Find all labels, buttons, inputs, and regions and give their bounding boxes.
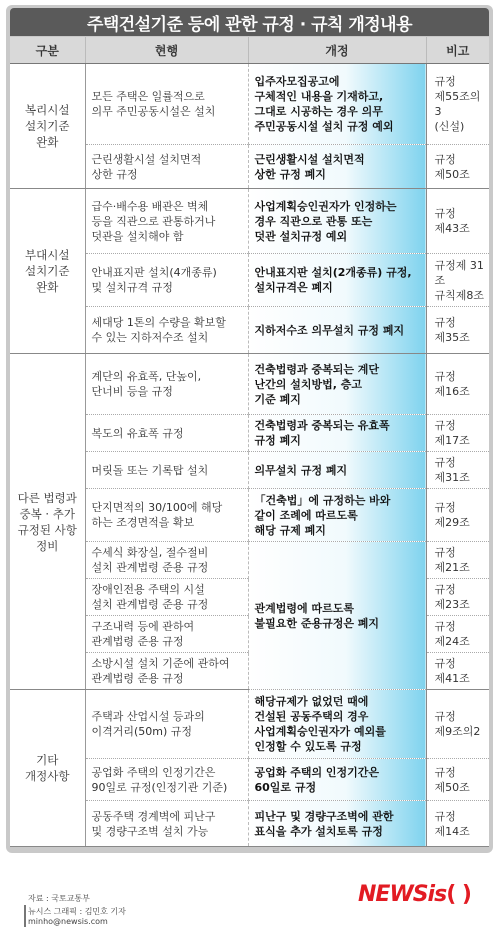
- category-line: 기타: [36, 753, 59, 768]
- note-line: 규정: [434, 316, 456, 330]
- footer-divider: [24, 905, 26, 927]
- current-line: 머릿돌 또는 기록탑 설치: [91, 463, 209, 477]
- revised-line: 불필요한 준용규정은 폐지: [254, 616, 380, 630]
- current-cell: [85, 801, 248, 847]
- current-line: 주택과 산업시설 등과의: [91, 710, 205, 724]
- revised-line: 건설된 공동주택의 경우: [254, 710, 369, 724]
- current-cell: [85, 188, 248, 254]
- revised-line: 피난구 및 경량구조벽에 관한: [254, 809, 394, 823]
- category-line: 개정사항: [25, 769, 70, 784]
- note-cell: [426, 254, 489, 307]
- revised-cell: [248, 415, 426, 452]
- note-line: 제43조: [434, 222, 470, 236]
- current-line: 수 있는 지하저수조 설치: [91, 331, 209, 345]
- category-cell: [10, 188, 85, 353]
- note-line: 규정: [434, 809, 456, 823]
- current-cell: [85, 353, 248, 414]
- category-line: 설치기준: [25, 118, 70, 133]
- current-line: 세대당 1톤의 수량을 확보할: [91, 316, 226, 330]
- note-line: 규칙제8조: [434, 288, 485, 302]
- note-cell: [426, 307, 489, 354]
- table-row: [10, 353, 489, 414]
- note-line: 규정: [434, 710, 456, 724]
- note-line: 제50조: [434, 167, 470, 181]
- note-line: 규정: [434, 419, 456, 433]
- revised-cell: [248, 452, 426, 489]
- category-line: 규정된 사항: [17, 522, 77, 537]
- note-cell: [426, 145, 489, 188]
- revised-line: 덧관 설치규정 예외: [254, 229, 348, 243]
- revised-cell: [248, 64, 426, 145]
- category-line: 설치기준: [25, 263, 70, 278]
- current-line: 공동주택 경계벽에 피난구: [91, 809, 216, 823]
- note-line: 규정: [434, 370, 456, 384]
- note-line: 제9조의2: [434, 725, 481, 739]
- current-line: 구조내력 등에 관하여: [91, 620, 195, 634]
- note-cell: [426, 353, 489, 414]
- category-line: 부대시설: [25, 247, 70, 262]
- regulation-table-container: [10, 37, 489, 847]
- current-line: 상한 규정: [91, 167, 138, 181]
- current-cell: [85, 542, 248, 579]
- current-line: 및 경량구조벽 설치 가능: [91, 824, 209, 838]
- revised-line: 건축법령과 중복되는 유효폭: [254, 419, 390, 433]
- revised-line: 같이 조례에 따르도록: [254, 508, 358, 522]
- revised-line: 건축법령과 중복되는 계단: [254, 362, 380, 376]
- newsis-logo: [358, 882, 471, 907]
- note-line: 규정: [434, 657, 456, 671]
- revised-line: 의무설치 규정 폐지: [254, 463, 348, 477]
- current-cell: [85, 64, 248, 145]
- note-line: 제29조: [434, 516, 470, 530]
- note-line: 제21조: [434, 561, 470, 575]
- revised-line: 근린생활시설 설치면적: [254, 152, 365, 166]
- header-note: 비고: [426, 37, 489, 64]
- note-line: 규정: [434, 207, 456, 221]
- revised-line: 경우 직관으로 관통 또는: [254, 214, 373, 228]
- note-line: 규정: [434, 456, 456, 470]
- current-cell: [85, 307, 248, 354]
- note-line: 제17조: [434, 434, 470, 448]
- revised-cell: [248, 489, 426, 542]
- note-cell: [426, 415, 489, 452]
- note-line: 제41조: [434, 672, 470, 686]
- revised-cell: [248, 690, 426, 759]
- note-cell: [426, 452, 489, 489]
- revised-line: 인정할 수 있도록 규정: [254, 740, 362, 754]
- note-line: 제55조의3: [434, 90, 481, 119]
- current-cell: [85, 579, 248, 616]
- category-line: 중복 · 추가: [19, 506, 75, 521]
- revised-line: 난간의 설치방법, 층고: [254, 377, 362, 391]
- current-line: 안내표지판 설치(4개종류): [91, 266, 217, 280]
- footer-graphic-credit: 뉴시스 그래픽 : 김민호 기자: [28, 907, 126, 916]
- revised-cell: [248, 759, 426, 801]
- regulation-table: [10, 37, 489, 847]
- note-line: 규정: [434, 546, 456, 560]
- current-cell: [85, 145, 248, 188]
- note-cell: [426, 579, 489, 616]
- note-line: 규정: [434, 501, 456, 515]
- revised-cell: [248, 542, 426, 690]
- category-line: 정비: [36, 538, 59, 553]
- current-cell: [85, 254, 248, 307]
- current-line: 계단의 유효폭, 단높이,: [91, 370, 202, 384]
- revised-line: 해당 규제 폐지: [254, 523, 326, 537]
- current-cell: [85, 616, 248, 653]
- current-cell: [85, 653, 248, 690]
- revised-line: 표식을 추가 설치토록 규정: [254, 824, 383, 838]
- revised-line: 「건축법」에 규정하는 바와: [254, 493, 391, 507]
- revised-line: 설치규격은 폐지: [254, 281, 333, 295]
- note-line: 규정: [434, 152, 456, 166]
- note-line: 규정: [434, 765, 456, 779]
- revised-line: 관계법령에 따르도록: [254, 601, 354, 615]
- current-line: 수세식 화장실, 절수절비: [91, 546, 209, 560]
- current-line: 근린생활시설 설치면적: [91, 152, 202, 166]
- footer-email: minho@newsis.com: [28, 917, 108, 926]
- footer-source: 자료 : 국토교통부: [28, 894, 90, 903]
- current-line: 모든 주택은 일률적으로: [91, 90, 205, 104]
- current-line: 관계법령 준용 규정: [91, 635, 184, 649]
- category-line: 완화: [36, 134, 59, 149]
- revised-line: 안내표지판 설치(2개종류) 규정,: [254, 266, 412, 280]
- category-line: 다른 법령과: [17, 490, 77, 505]
- note-line: 제24조: [434, 635, 470, 649]
- note-line: 제50조: [434, 780, 470, 794]
- note-line: 제16조: [434, 385, 470, 399]
- current-line: 하는 조경면적을 확보: [91, 516, 195, 530]
- current-cell: [85, 759, 248, 801]
- header-current: 현행: [85, 37, 248, 64]
- current-line: 이격거리(50m) 규정: [91, 725, 193, 739]
- table-row: [10, 64, 489, 145]
- current-line: 90일로 규정(인정기관 기준): [91, 780, 228, 794]
- note-cell: [426, 616, 489, 653]
- revised-line: 공업화 주택의 인정기간은: [254, 765, 380, 779]
- current-line: 등을 직관으로 관통하거나: [91, 214, 216, 228]
- table-header-row: [10, 37, 489, 64]
- current-line: 공업화 주택의 인정기간은: [91, 765, 216, 779]
- table-body: [10, 64, 489, 847]
- note-cell: [426, 542, 489, 579]
- revised-line: 구체적인 내용을 기재하고,: [254, 90, 384, 104]
- revised-line: 지하저수조 의무설치 규정 폐지: [254, 323, 405, 337]
- current-line: 설치 관계법령 준용 규정: [91, 561, 209, 575]
- revised-cell: [248, 307, 426, 354]
- current-line: 복도의 유효폭 규정: [91, 426, 184, 440]
- current-line: 덧관을 설치해야 함: [91, 229, 184, 243]
- note-cell: [426, 759, 489, 801]
- note-line: 제14조: [434, 824, 470, 838]
- logo-text: NEWSis: [358, 882, 447, 907]
- revised-line: 규정 폐지: [254, 434, 301, 448]
- note-line: 제31조: [434, 471, 470, 485]
- note-line: 제23조: [434, 598, 470, 612]
- current-line: 단너비 등을 규정: [91, 385, 173, 399]
- current-line: 의무 주민공동시설은 설치: [91, 105, 216, 119]
- note-line: 제35조: [434, 331, 470, 345]
- note-cell: [426, 188, 489, 254]
- note-line: 규정: [434, 620, 456, 634]
- current-line: 소방시설 설치 기준에 관하여: [91, 657, 230, 671]
- category-cell: [10, 64, 85, 189]
- revised-cell: [248, 254, 426, 307]
- current-cell: [85, 489, 248, 542]
- revised-line: 사업계획승인권자가 인정하는: [254, 199, 397, 213]
- current-line: 장애인전용 주택의 시설: [91, 583, 205, 597]
- note-line: (신설): [434, 120, 465, 134]
- revised-line: 사업계획승인권자가 예외를: [254, 725, 386, 739]
- revised-line: 60일로 규정: [254, 780, 317, 794]
- current-line: 설치 관계법령 준용 규정: [91, 598, 209, 612]
- category-cell: [10, 690, 85, 847]
- revised-line: 그대로 시공하는 경우 의무: [254, 105, 383, 119]
- table-row: [10, 188, 489, 254]
- note-cell: [426, 801, 489, 847]
- category-line: 완화: [36, 279, 59, 294]
- logo-paren: ( ): [446, 882, 471, 907]
- current-line: 단지면적의 30/100에 해당: [91, 501, 223, 515]
- revised-cell: [248, 801, 426, 847]
- page-title: 주택건설기준 등에 관한 규정 · 규칙 개정내용: [10, 8, 489, 36]
- revised-line: 주민공동시설 설치 규정 예외: [254, 120, 394, 134]
- current-cell: [85, 690, 248, 759]
- note-line: 규정: [434, 75, 456, 89]
- header-revised: 개정: [248, 37, 426, 64]
- revised-line: 기준 폐지: [254, 392, 301, 406]
- revised-cell: [248, 188, 426, 254]
- note-cell: [426, 653, 489, 690]
- revised-cell: [248, 145, 426, 188]
- note-line: 규정: [434, 583, 456, 597]
- note-cell: [426, 489, 489, 542]
- category-cell: [10, 353, 85, 689]
- current-line: 관계법령 준용 규정: [91, 672, 184, 686]
- header-category: 구분: [10, 37, 85, 64]
- note-line: 규정제 31조: [434, 258, 484, 287]
- current-line: 급수·배수용 배관은 벽체: [91, 199, 209, 213]
- category-line: 복리시설: [25, 102, 70, 117]
- table-row: [10, 690, 489, 759]
- current-cell: [85, 415, 248, 452]
- revised-cell: [248, 353, 426, 414]
- current-line: 및 설치규격 규정: [91, 281, 173, 295]
- revised-line: 입주자모집공고에: [254, 75, 340, 89]
- current-cell: [85, 452, 248, 489]
- note-cell: [426, 64, 489, 145]
- revised-line: 상한 규정 폐지: [254, 167, 326, 181]
- revised-line: 해당규제가 없었던 때에: [254, 695, 369, 709]
- note-cell: [426, 690, 489, 759]
